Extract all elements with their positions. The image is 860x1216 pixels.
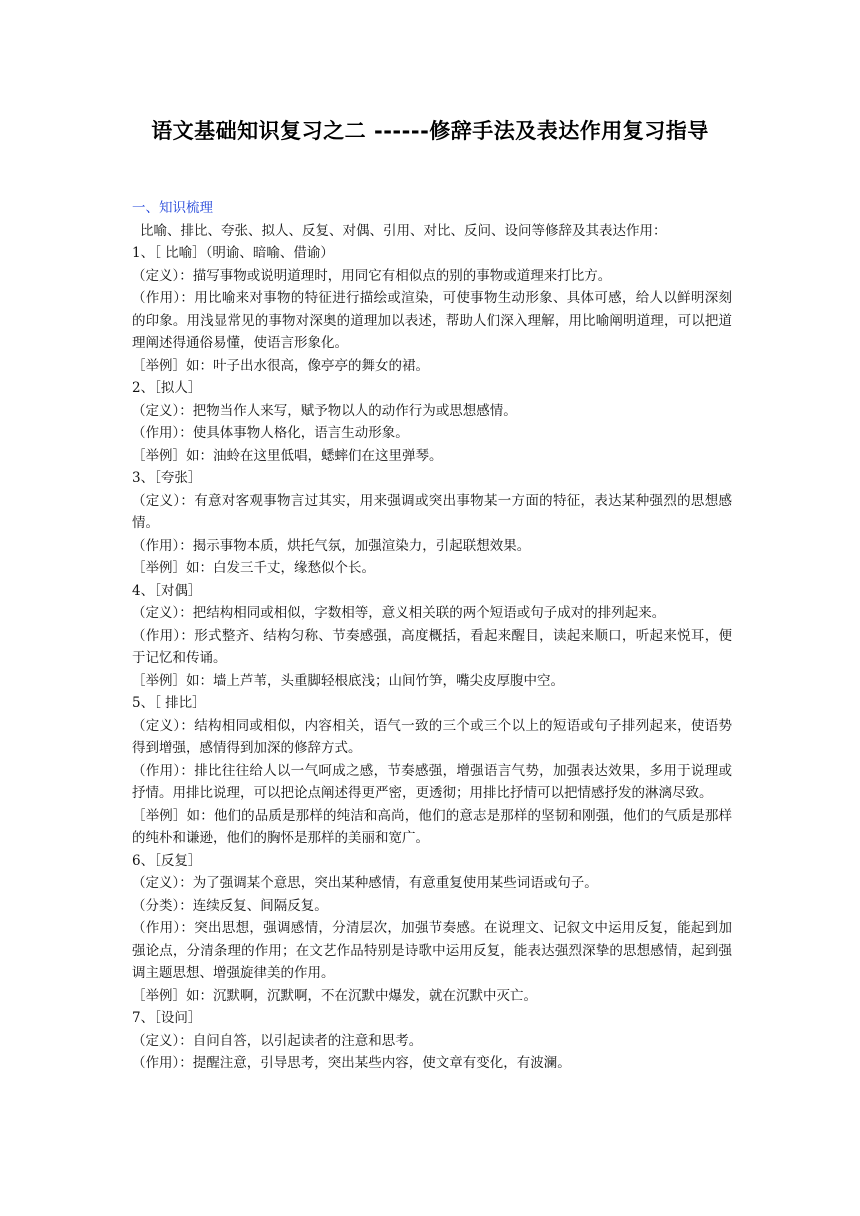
rhetoric-item-repetition — [132, 850, 732, 1008]
intro-text: 比喻、排比、夸张、拟人、反复、对偶、引用、对比、反问、设问等修辞及其表达作用： — [140, 222, 667, 239]
item-effect: （作用）：突出思想，强调感情，分清层次，加强节奏感。在说理文、记叙文中运用反复，能起到加强论点，分清条理的作用；在文艺作品特别是诗歌中运用反复，能表达强烈深挚的思想感情，起到强调主题思想、增强旋律美的作用。 — [132, 920, 732, 981]
page-title: 语文基础知识复习之二 ------修辞手法及表达作用复习指导 — [151, 119, 709, 143]
rhetoric-item-metaphor — [132, 242, 732, 377]
item-heading: 5、［ 排比］ — [132, 695, 206, 711]
item-heading: 4、［对偶］ — [132, 582, 202, 599]
item-effect: （作用）：形式整齐、结构匀称、节奏感强，高度概括，看起来醒目，读起来顺口，听起来悦耳，便于记忆和传诵。 — [132, 627, 732, 666]
rhetoric-item-personification — [132, 377, 732, 467]
item-definition: （定义）：把结构相同或相似，字数相等，意义相关联的两个短语或句子成对的排列起来。 — [132, 605, 666, 621]
item-example: ［举例］如：叶子出水很高，像亭亭的舞女的裙。 — [132, 357, 429, 374]
item-heading: 3、［夸张］ — [132, 470, 202, 486]
rhetoric-item-antithesis — [132, 580, 732, 693]
item-example: ［举例］如：白发三千丈，缘愁似个长。 — [132, 560, 375, 576]
section-heading: 一、知识梳理 — [132, 200, 213, 216]
item-effect: （作用）：使具体事物人格化，语言生动形象。 — [132, 425, 409, 441]
rhetoric-item-hyperbole — [132, 467, 732, 580]
rhetoric-item-parallelism — [132, 692, 732, 850]
item-definition: （定义）：自问自答，以引起读者的注意和思考。 — [132, 1032, 423, 1049]
item-heading: 2、［拟人］ — [132, 380, 202, 396]
item-definition: （定义）：描写事物或说明道理时，用同它有相似点的别的事物或道理来打比方。 — [132, 267, 612, 284]
item-example: ［举例］如：油蛉在这里低唱，蟋蟀们在这里弹琴。 — [132, 447, 443, 464]
rhetoric-item-rhetorical-question — [132, 1007, 732, 1075]
item-heading: 7、［设问］ — [132, 1010, 202, 1026]
item-definition: （定义）：为了强调某个意思，突出某种感情，有意重复使用某些词语或句子。 — [132, 875, 598, 891]
item-effect: （作用）：揭示事物本质，烘托气氛，加强渲染力，引起联想效果。 — [132, 537, 531, 554]
item-definition: （定义）：结构相同或相似，内容相关，语气一致的三个或三个以上的短语或句子排列起来，使语势得到增强，感情得到加深的修辞方式。 — [132, 717, 732, 756]
item-heading: 6、［反复］ — [132, 852, 202, 869]
item-effect: （作用）：排比往往给人以一气呵成之感，节奏感强，增强语言气势，加强表达效果，多用于说理或抒情。用排比说理，可以把论点阐述得更严密，更透彻；用排比抒情可以把情感抒发的淋漓尽致。 — [132, 762, 732, 801]
item-example: ［举例］如：沉默啊，沉默啊，不在沉默中爆发，就在沉默中灭亡。 — [132, 987, 537, 1004]
item-effect: （作用）：用比喻来对事物的特征进行描绘或渲染，可使事物生动形象、具体可感，给人以鲜明深刻的印象。用浅显常见的事物对深奥的道理加以表述，帮助人们深入理解，用比喻阐明道理，可以把道理阐述得通俗易懂，使语言形象化。 — [132, 290, 732, 351]
item-example: ［举例］如：他们的品质是那样的纯洁和高尚，他们的意志是那样的坚韧和刚强，他们的气质是那样的纯朴和谦逊，他们的胸怀是那样的美丽和宽广。 — [132, 807, 732, 846]
item-category: （分类）：连续反复、间隔反复。 — [132, 897, 328, 914]
item-heading: 1、［ 比喻］（明谕、暗喻、借谕） — [132, 245, 334, 261]
item-effect: （作用）：提醒注意，引导思考，突出某些内容，使文章有变化，有波澜。 — [132, 1055, 571, 1071]
item-definition: （定义）：有意对客观事物言过其实，用来强调或突出事物某一方面的特征，表达某种强烈的思想感情。 — [132, 492, 732, 531]
item-definition: （定义）：把物当作人来写，赋予物以人的动作行为或思想感情。 — [132, 402, 517, 419]
document-body — [132, 197, 732, 1075]
item-example: ［举例］如：墙上芦苇，头重脚轻根底浅；山间竹笋，嘴尖皮厚腹中空。 — [132, 672, 564, 689]
